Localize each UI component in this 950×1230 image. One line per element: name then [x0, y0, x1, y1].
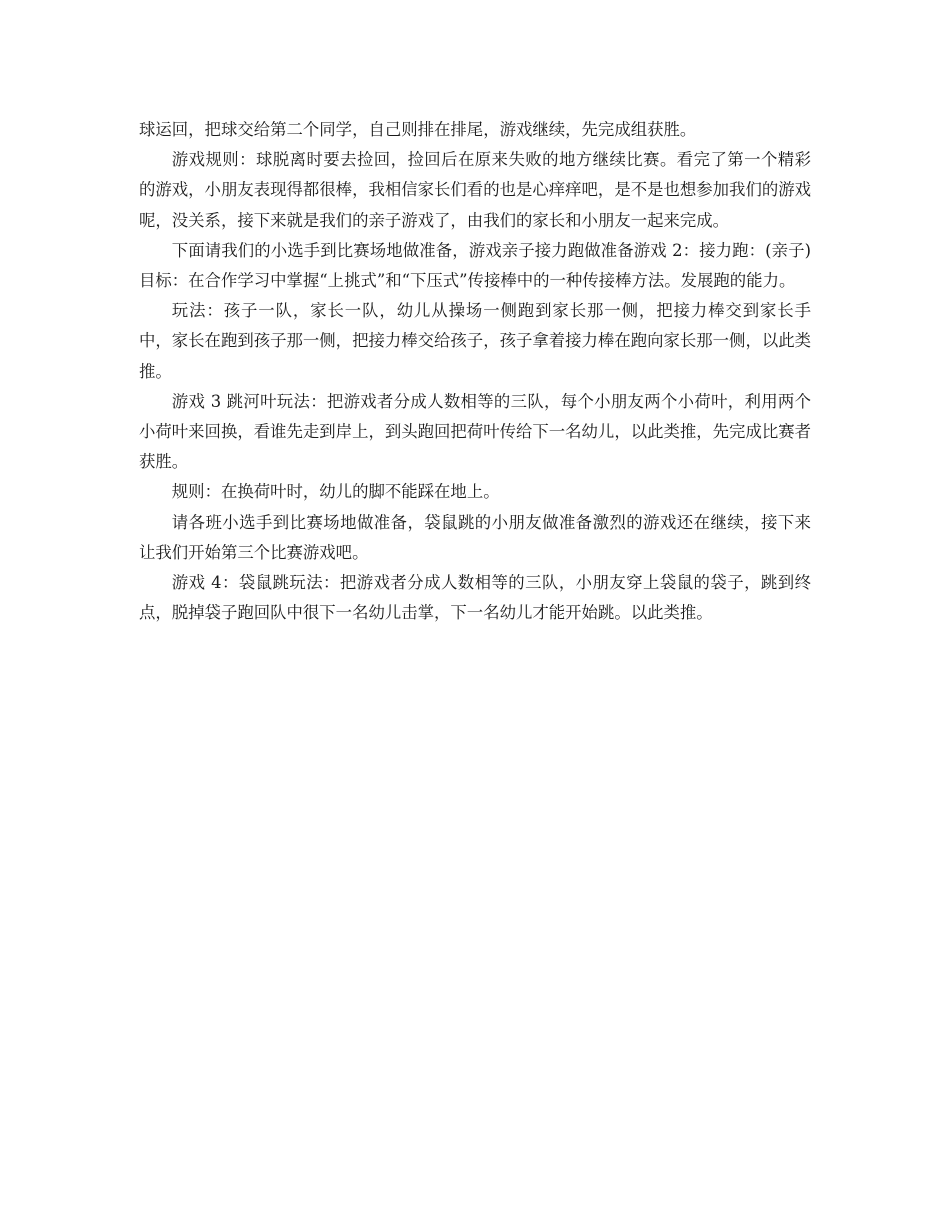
document-body [139, 115, 811, 628]
paragraph-lotus-rules: 规则：在换荷叶时，幼儿的脚不能踩在地上。 [171, 482, 500, 502]
paragraph-game-rules: 游戏规则：球脱离时要去捡回，捡回后在原来失败的地方继续比赛。看完了第一个精彩的游戏，小朋友表现得都很棒，我相信家长们看的也是心痒痒吧，是不是也想参加我们的游戏呢，没关系，接下来就是我们的亲子游戏了，由我们的家长和小朋友一起来完成。 [139, 150, 812, 230]
paragraph-relay-intro: 下面请我们的小选手到比赛场地做准备，游戏亲子接力跑做准备游戏 2：接力跑：(亲子)目标：在合作学习中掌握“上挑式”和“下压式”传接棒中的一种传接棒方法。发展跑的能力。 [139, 240, 811, 291]
paragraph-kangaroo-intro: 请各班小选手到比赛场地做准备，袋鼠跳的小朋友做准备激烈的游戏还在继续，接下来让我们开始第三个比赛游戏吧。 [139, 512, 811, 562]
paragraph-lotus-game: 游戏 3 跳河叶玩法：把游戏者分成人数相等的三队，每个小朋友两个小荷叶，利用两个小荷叶来回换，看谁先走到岸上，到头跑回把荷叶传给下一名幼儿，以此类推，先完成比赛者获胜。 [139, 391, 812, 472]
paragraph-kangaroo-game: 游戏 4：袋鼠跳玩法：把游戏者分成人数相等的三队，小朋友穿上袋鼠的袋子，跳到终点，脱掉袋子跑回队中很下一名幼儿击掌，下一名幼儿才能开始跳。以此类推。 [139, 573, 811, 623]
paragraph-continuation: 球运回，把球交给第二个同学，自己则排在排尾，游戏继续，先完成组获胜。 [139, 120, 697, 139]
paragraph-relay-method: 玩法：孩子一队，家长一队，幼儿从操场一侧跑到家长那一侧，把接力棒交到家长手中，家长在跑到孩子那一侧，把接力棒交给孩子，孩子拿着接力棒在跑向家长那一侧，以此类推。 [139, 301, 812, 381]
